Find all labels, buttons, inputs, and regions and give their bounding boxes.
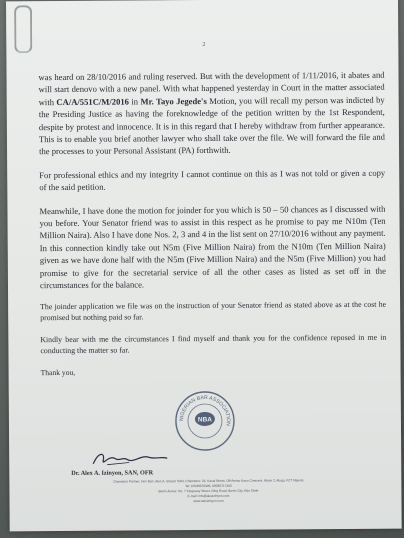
- footer-line: Tel: 07038376395, 08035717493: [185, 483, 232, 489]
- footer-line: E-mail: info@alexizinyon.com: [187, 493, 230, 499]
- letter-page: [6, 0, 402, 531]
- footer-line: Benin Annex: No. 7 Kingsway Street, Ring Road, Benin City, Edo State: [158, 488, 259, 494]
- letterhead-footer: [49, 478, 367, 505]
- svg-text:NBA: NBA: [197, 416, 213, 424]
- page-number: 2: [202, 41, 206, 48]
- svg-text:NIGERIAN BAR ASSOCIATION: NIGERIAN BAR ASSOCIATION: [178, 394, 232, 427]
- closing-thanks: Thank you,: [40, 367, 76, 377]
- paragraph-5: Kindly bear with me the circumstances I find myself and thank you for the confidence reposed in me in conducting the matter so far.: [40, 332, 387, 355]
- nba-seal-icon: [174, 390, 236, 452]
- paragraph-4: The joinder application we file was on the instruction of your Senator friend as stated above as at the cost he promised but nothing paid so far.: [40, 299, 387, 322]
- paragraph-2: For professional ethics and my integrity I cannot continue on this as I was not told or given a copy of the said petition.: [39, 167, 386, 193]
- letter-body: [38, 69, 386, 390]
- signer-name: Dr. Alex A. Izinyon, SAN, OFR: [71, 469, 154, 477]
- paragraph-1: was heard on 28/10/2016 and ruling reserved. But with the development of 1/11/2016, it abates and will start denovo with a new panel. With what happened yesterday in Court in the matter associated with CA/A/551C/M/2016 in Mr. Tayo Jegede's Motion, you will recall my person was indicted by the Presiding Justice as having the foreknowledge of the petition written by the 1st Respondent, despite by protest and innocence. It is in this regard that I hereby withdraw from further appearance. This is to enable you brief another lawyer who shall take over the file. We will forward the file and the processes to your Personal Assistant (PA) forthwith.: [38, 69, 385, 157]
- paper-clip-icon: [14, 5, 32, 53]
- footer-line: Chambers Partner: Hon Barr. Alex A. Izinyon SAN, Chambers: 23, Kasai Street, Off Aminu Kano Crescent, Wuse 2, Abuja, FCT Nigeria: [113, 478, 304, 484]
- handwritten-signature: [89, 448, 169, 469]
- paragraph-3: Meanwhile, I have done the motion for joinder for you which is 50 – 50 chances as I discussed with you before. Your Senator friend was to assist in this respect as he promise to pay me N10m (Ten Million Naira). Also I have done Nos. 2, 3 and 4 in the list sent on 27/10/2016 without any payment. In this connection kindly take out N5m (Five Million Naira) from the N10m (Ten Million Naira) given as we have done half with the N5m (Five Million Naira) and the N5m (Five Million) you had promise to give for the secretarial service of all the other cases as listed as set off in the circumstances for the balance.: [39, 203, 386, 291]
- footer-line: www.alexizinyon.com: [193, 498, 224, 504]
